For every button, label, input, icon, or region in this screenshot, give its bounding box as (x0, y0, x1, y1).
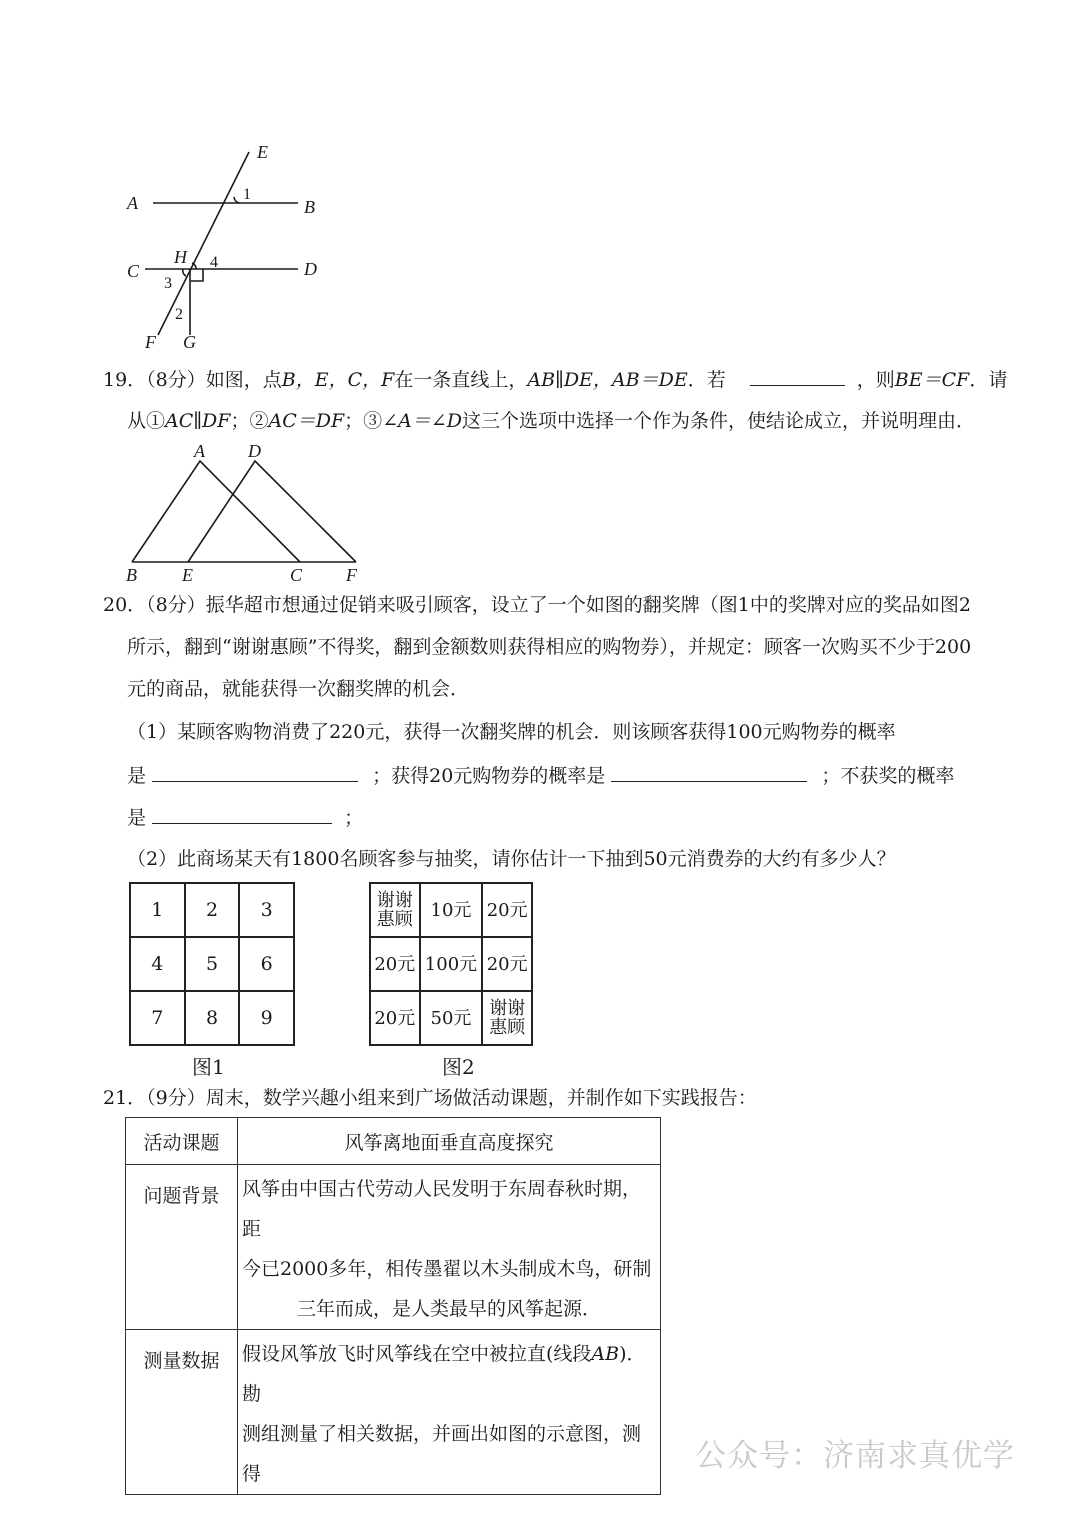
label-f: F (346, 565, 357, 585)
row-label-measurement: 测量数据 (126, 1330, 238, 1495)
q19-answer-blank[interactable] (750, 367, 845, 386)
grid-cell: 20元 (482, 883, 532, 937)
grid-cell: 20元 (370, 991, 420, 1045)
figure2-caption: 图2 (442, 1055, 475, 1079)
q20-part2: （2）此商场某天有1800名顾客参与抽奖，请你估计一下抽到50元消费券的大约有多少人？ (127, 848, 896, 870)
label-angle-2: 2 (175, 306, 183, 323)
q20-line3: 元的商品，就能获得一次翻奖牌的机会． (127, 678, 470, 700)
label-angle-3: 3 (164, 275, 172, 292)
grid-cell: 10元 (420, 883, 483, 937)
q19-line1: 19．（8分）如图，点B，E，C，F在一条直线上，AB∥DE，AB＝DE．若 ，则BE＝CF．请 (103, 369, 1008, 391)
triangles-figure (120, 438, 370, 586)
triangle-def (188, 461, 356, 562)
q20-blank-no-prize[interactable] (152, 805, 332, 824)
q20-line2: 所示，翻到“谢谢惠顾”不得奖，翻到金额数则获得相应的购物券），并规定：顾客一次购买不少于200 (127, 636, 972, 658)
row-label-topic: 活动课题 (126, 1118, 238, 1165)
label-a: A (127, 193, 138, 213)
label-e: E (257, 142, 268, 162)
label-b: B (126, 565, 137, 585)
label-f: F (145, 332, 156, 352)
label-e: E (182, 565, 193, 585)
grid-cell: 20元 (482, 937, 532, 991)
practice-report-table (125, 1117, 661, 1495)
grid-cell: 7 (130, 991, 185, 1045)
grid-cell: 1 (130, 883, 185, 937)
figure1-grid (129, 882, 295, 1046)
label-angle-4: 4 (210, 254, 218, 271)
figure1-caption: 图1 (192, 1055, 225, 1079)
q20-blank-20-yuan[interactable] (611, 763, 807, 782)
angle-1-arc (234, 197, 239, 203)
q19-line2: 从①AC∥DF；②AC＝DF；③∠A＝∠D这三个选项中选择一个作为条件，使结论成立，并说明理由． (127, 410, 975, 432)
row-value-measurement: 假设风筝放飞时风筝线在空中被拉直(线段AB)．勘 测组测量了相关数据，并画出如图的示意图，测得 (238, 1330, 661, 1495)
q20-part1-blanks: 是 ；获得20元购物券的概率是 ；不获奖的概率 (127, 765, 955, 787)
grid-cell: 8 (185, 991, 240, 1045)
grid-cell: 2 (185, 883, 240, 937)
grid-cell: 20元 (370, 937, 420, 991)
label-a: A (194, 441, 205, 461)
grid-cell: 100元 (420, 937, 483, 991)
row-label-background: 问题背景 (126, 1165, 238, 1330)
parallel-lines-figure (110, 135, 350, 360)
q20-blank-100-yuan[interactable] (152, 763, 358, 782)
row-value-background: 风筝由中国古代劳动人民发明于东周春秋时期，距 今已2000多年，相传墨翟以木头制成木鸟，研制 三年而成，是人类最早的风筝起源． (238, 1165, 661, 1330)
label-b: B (304, 197, 315, 217)
angle-3-arc (183, 269, 186, 276)
label-d: D (248, 441, 261, 461)
label-h: H (174, 247, 187, 267)
grid-cell: 50元 (420, 991, 483, 1045)
figure2-grid (369, 882, 533, 1046)
grid-cell: 谢谢惠顾 (370, 883, 420, 937)
triangle-abc (132, 461, 300, 562)
label-d: D (304, 259, 317, 279)
right-angle-mark (190, 269, 203, 281)
transversal-ef (158, 152, 249, 335)
q21-intro: 21．（9分）周末，数学兴趣小组来到广场做活动课题，并制作如下实践报告： (103, 1087, 757, 1109)
q20-part1: （1）某顾客购物消费了220元，获得一次翻奖牌的机会．则该顾客获得100元购物券的概率 (127, 721, 896, 743)
q20-part1-blank3: 是 ； (127, 807, 364, 829)
grid-cell: 3 (239, 883, 294, 937)
q20-line1: 20．（8分）振华超市想通过促销来吸引顾客，设立了一个如图的翻奖牌（图1中的奖牌对应的奖品如图2 (103, 594, 971, 616)
label-g: G (183, 332, 196, 352)
watermark: 公众号：济南求真优学 (695, 1438, 1015, 1474)
label-c: C (127, 261, 140, 281)
label-c: C (290, 565, 303, 585)
label-angle-1: 1 (243, 186, 251, 203)
grid-cell: 5 (185, 937, 240, 991)
row-value-topic: 风筝离地面垂直高度探究 (238, 1118, 661, 1165)
grid-cell: 谢谢惠顾 (482, 991, 532, 1045)
grid-cell: 6 (239, 937, 294, 991)
grid-cell: 9 (239, 991, 294, 1045)
grid-cell: 4 (130, 937, 185, 991)
